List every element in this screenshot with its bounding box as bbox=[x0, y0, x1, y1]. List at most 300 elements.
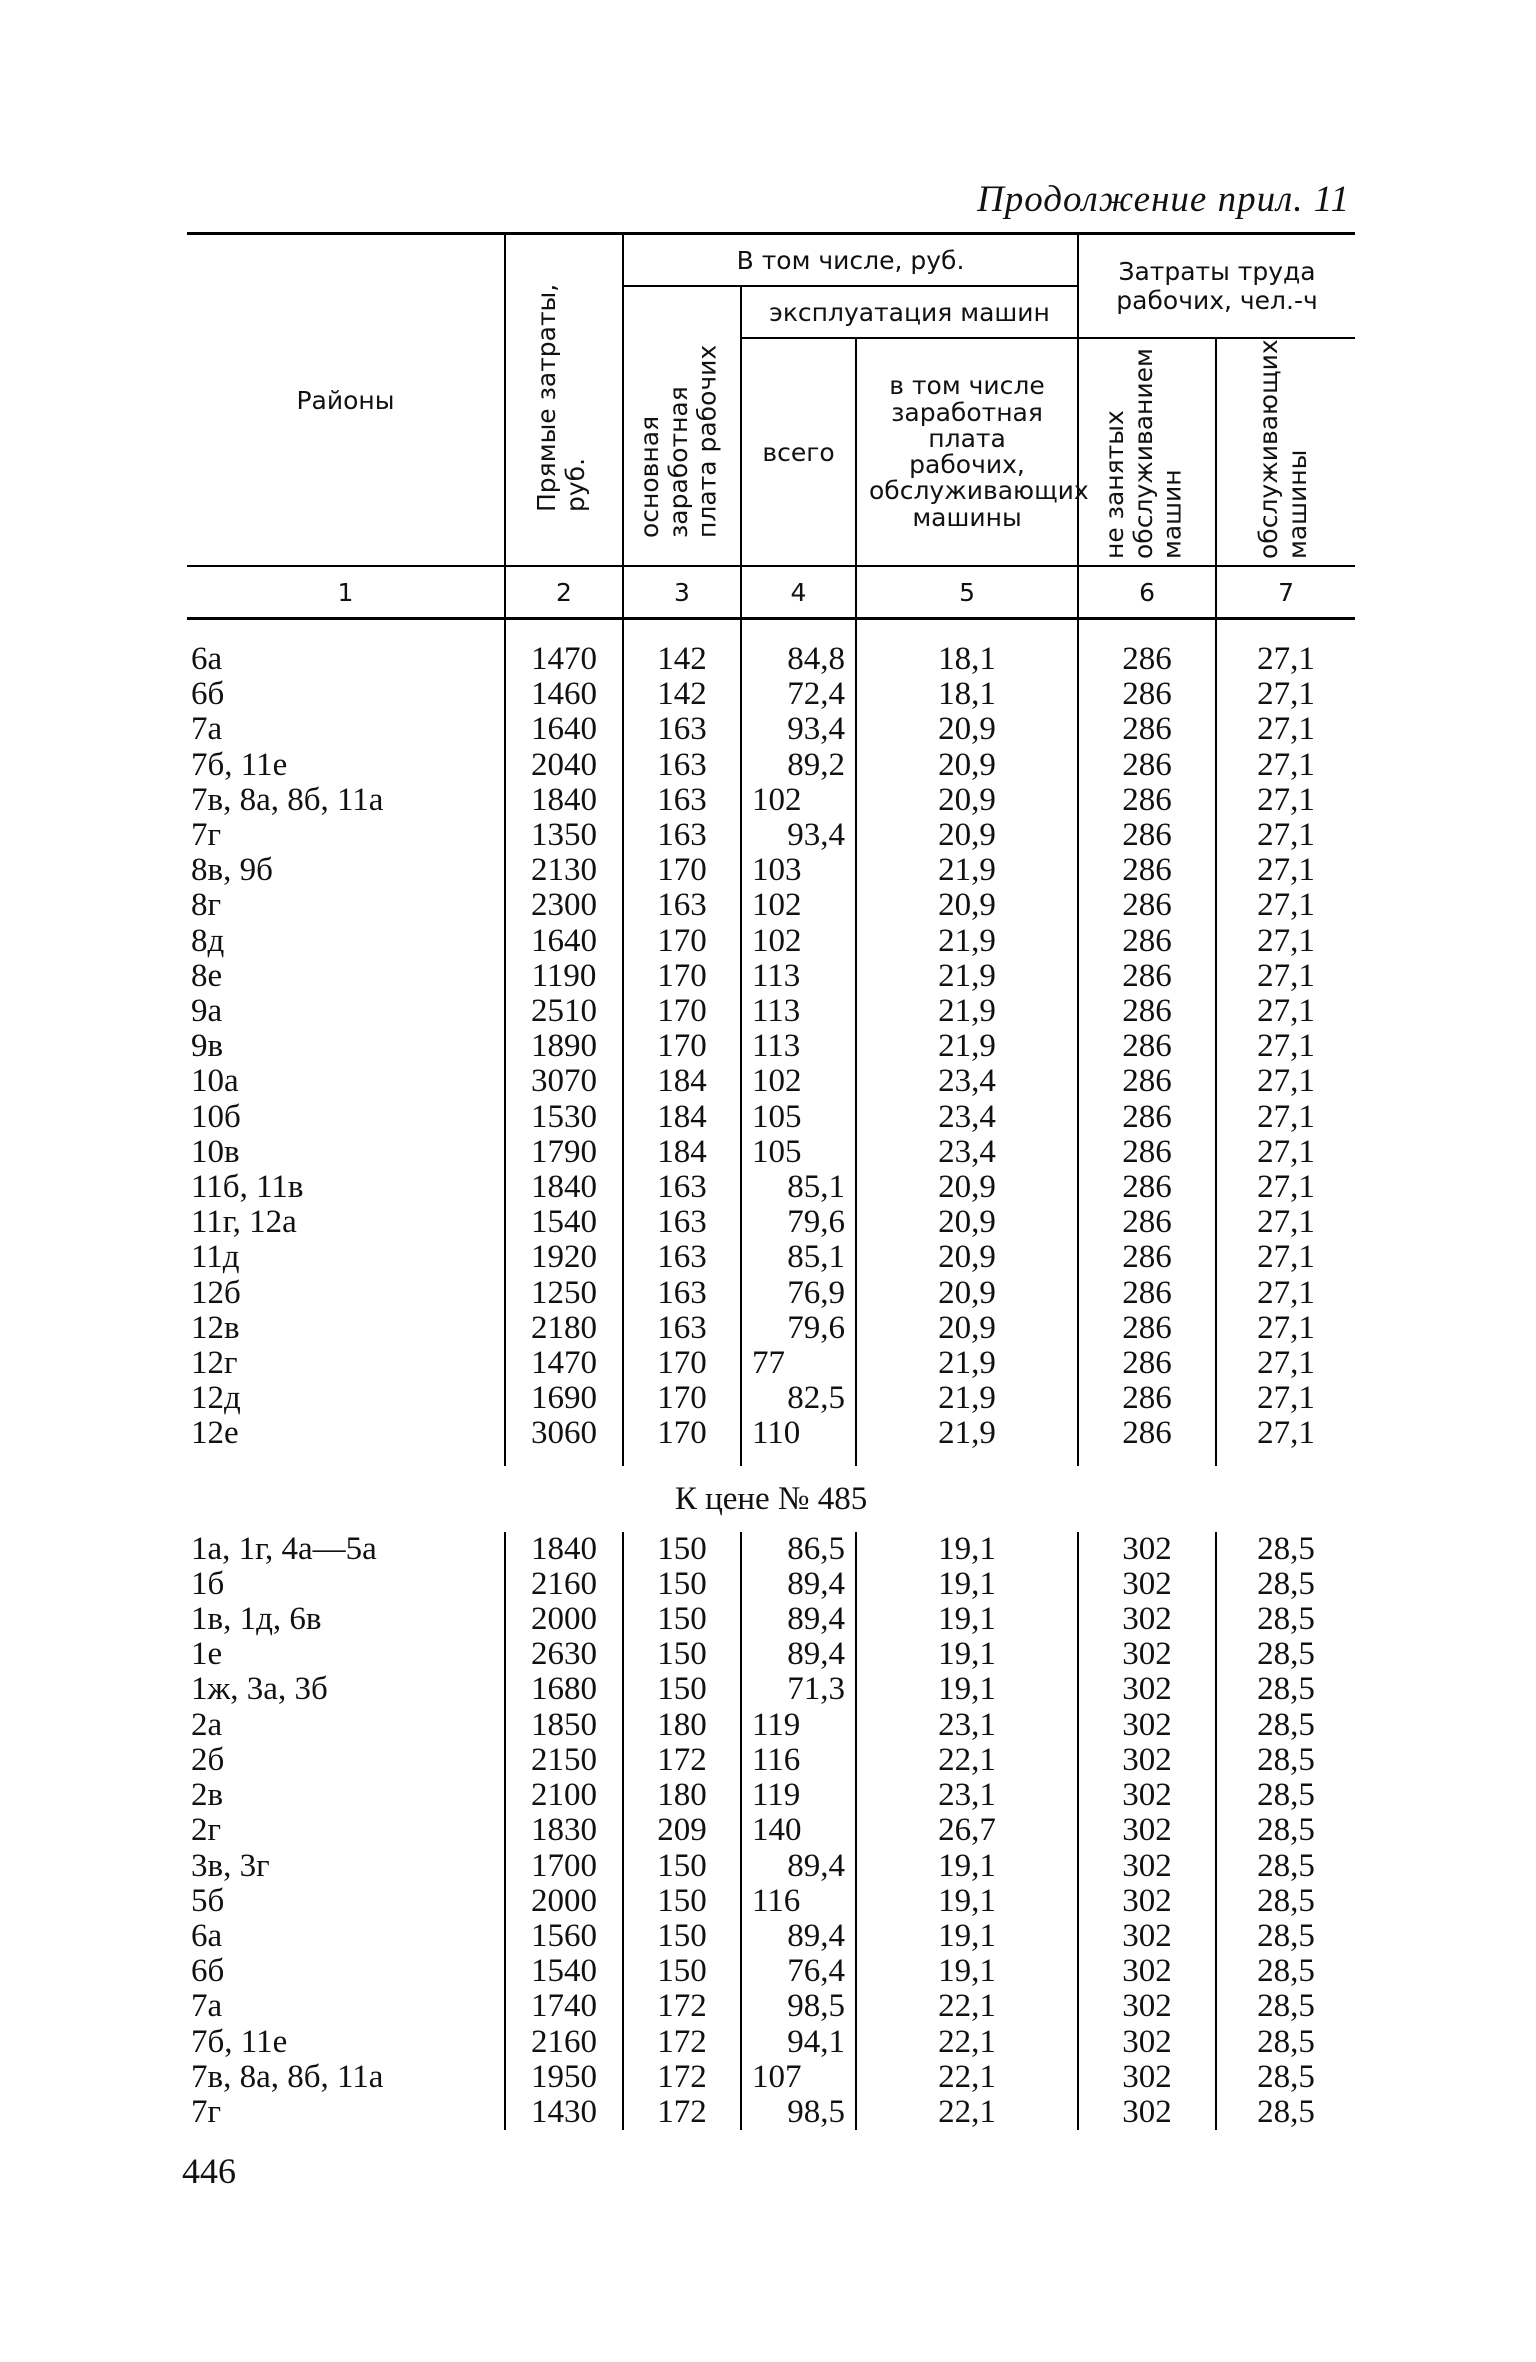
value-cell: 89,4 bbox=[741, 1637, 856, 1672]
table-row bbox=[187, 888, 1355, 923]
value-cell: 89,4 bbox=[741, 1919, 856, 1954]
value-cell: 23,4 bbox=[856, 1100, 1078, 1135]
value-cell: 94,1 bbox=[741, 2025, 856, 2060]
value-cell: 23,4 bbox=[856, 1135, 1078, 1170]
value-cell: 85,1 bbox=[741, 1240, 856, 1275]
value-cell: 22,1 bbox=[856, 2060, 1078, 2095]
value-cell: 19,1 bbox=[856, 1602, 1078, 1637]
table-row bbox=[187, 2025, 1355, 2060]
value-cell: 1190 bbox=[505, 959, 623, 994]
value-cell: 163 bbox=[623, 783, 741, 818]
value-cell: 286 bbox=[1078, 642, 1216, 677]
section-a-body bbox=[187, 619, 1355, 1452]
value-cell: 27,1 bbox=[1216, 1240, 1355, 1275]
value-cell: 89,4 bbox=[741, 1567, 856, 1602]
value-cell: 20,9 bbox=[856, 1170, 1078, 1205]
header-pryamye-text: Прямые затраты, руб. bbox=[532, 283, 590, 512]
value-cell: 28,5 bbox=[1216, 2025, 1355, 2060]
rayon-cell: 1б bbox=[191, 1565, 225, 1602]
value-cell: 102 bbox=[741, 1064, 856, 1099]
value-cell: 89,2 bbox=[741, 748, 856, 783]
section-b-body bbox=[187, 1532, 1355, 2130]
value-cell: 286 bbox=[1078, 748, 1216, 783]
value-cell: 286 bbox=[1078, 1100, 1216, 1135]
value-cell: 1840 bbox=[505, 1170, 623, 1205]
value-cell: 1690 bbox=[505, 1381, 623, 1416]
value-cell: 150 bbox=[623, 1672, 741, 1707]
value-cell: 76,9 bbox=[741, 1276, 856, 1311]
value-cell: 286 bbox=[1078, 1416, 1216, 1451]
value-cell: 1350 bbox=[505, 818, 623, 853]
value-cell: 302 bbox=[1078, 1813, 1216, 1848]
col-number: 2 bbox=[505, 566, 623, 619]
rayon-cell: 10в bbox=[191, 1133, 240, 1170]
value-cell: 107 bbox=[741, 2060, 856, 2095]
value-cell: 102 bbox=[741, 924, 856, 959]
rayon-cell: 1е bbox=[191, 1636, 223, 1673]
value-cell: 21,9 bbox=[856, 1416, 1078, 1451]
header-ne-zanyatykh-text: не занятых обслуживанием машин bbox=[1100, 348, 1187, 559]
value-cell: 2630 bbox=[505, 1637, 623, 1672]
value-cell: 102 bbox=[741, 783, 856, 818]
value-cell: 170 bbox=[623, 1381, 741, 1416]
value-cell: 21,9 bbox=[856, 1029, 1078, 1064]
table-row bbox=[187, 1100, 1355, 1135]
value-cell: 286 bbox=[1078, 1381, 1216, 1416]
value-cell: 286 bbox=[1078, 783, 1216, 818]
rayon-cell: 6а bbox=[191, 1917, 223, 1954]
value-cell: 184 bbox=[623, 1064, 741, 1099]
rayon-cell: 1в, 1д, 6в bbox=[191, 1601, 322, 1638]
value-cell: 302 bbox=[1078, 1919, 1216, 1954]
value-cell: 27,1 bbox=[1216, 1029, 1355, 1064]
value-cell: 21,9 bbox=[856, 1381, 1078, 1416]
rayon-cell: 7а bbox=[191, 711, 223, 748]
value-cell: 286 bbox=[1078, 818, 1216, 853]
value-cell: 71,3 bbox=[741, 1672, 856, 1707]
rayon-cell: 12б bbox=[191, 1274, 241, 1311]
value-cell: 27,1 bbox=[1216, 1064, 1355, 1099]
table-row bbox=[187, 1205, 1355, 1240]
value-cell: 27,1 bbox=[1216, 1311, 1355, 1346]
value-cell: 27,1 bbox=[1216, 959, 1355, 994]
page-number: 446 bbox=[182, 2151, 236, 2191]
value-cell: 209 bbox=[623, 1813, 741, 1848]
value-cell: 1540 bbox=[505, 1205, 623, 1240]
value-cell: 286 bbox=[1078, 1240, 1216, 1275]
value-cell: 170 bbox=[623, 994, 741, 1029]
header-obsluzhivayushchikh-text: обслуживающих машины bbox=[1254, 339, 1312, 559]
value-cell: 27,1 bbox=[1216, 853, 1355, 888]
value-cell: 1460 bbox=[505, 677, 623, 712]
header-vsego: всего bbox=[741, 338, 856, 566]
value-cell: 20,9 bbox=[856, 712, 1078, 747]
header-osnovnaya-text: основная заработная плата рабочих bbox=[635, 344, 722, 538]
value-cell: 19,1 bbox=[856, 1849, 1078, 1884]
value-cell: 20,9 bbox=[856, 1276, 1078, 1311]
table-row bbox=[187, 677, 1355, 712]
value-cell: 21,9 bbox=[856, 1346, 1078, 1381]
value-cell: 28,5 bbox=[1216, 1672, 1355, 1707]
value-cell: 82,5 bbox=[741, 1381, 856, 1416]
rayon-cell: 6б bbox=[191, 1953, 225, 1990]
value-cell: 1470 bbox=[505, 642, 623, 677]
value-cell: 27,1 bbox=[1216, 642, 1355, 677]
value-cell: 84,8 bbox=[741, 642, 856, 677]
value-cell: 20,9 bbox=[856, 888, 1078, 923]
rayon-cell: 12д bbox=[191, 1380, 241, 1417]
value-cell: 20,9 bbox=[856, 783, 1078, 818]
rayon-cell: 11д bbox=[191, 1239, 240, 1276]
value-cell: 286 bbox=[1078, 1064, 1216, 1099]
value-cell: 150 bbox=[623, 1849, 741, 1884]
rayon-cell: 2в bbox=[191, 1777, 224, 1814]
value-cell: 28,5 bbox=[1216, 1778, 1355, 1813]
value-cell: 1700 bbox=[505, 1849, 623, 1884]
value-cell: 2150 bbox=[505, 1743, 623, 1778]
value-cell: 23,1 bbox=[856, 1708, 1078, 1743]
rayon-cell: 12е bbox=[191, 1415, 239, 1452]
value-cell: 302 bbox=[1078, 1567, 1216, 1602]
value-cell: 1840 bbox=[505, 783, 623, 818]
value-cell: 1680 bbox=[505, 1672, 623, 1707]
value-cell: 302 bbox=[1078, 1989, 1216, 2024]
value-cell: 20,9 bbox=[856, 1205, 1078, 1240]
table-row bbox=[187, 1567, 1355, 1602]
value-cell: 302 bbox=[1078, 1743, 1216, 1778]
value-cell: 163 bbox=[623, 1276, 741, 1311]
value-cell: 3070 bbox=[505, 1064, 623, 1099]
value-cell: 27,1 bbox=[1216, 888, 1355, 923]
value-cell: 116 bbox=[741, 1884, 856, 1919]
table-row bbox=[187, 1346, 1355, 1381]
value-cell: 27,1 bbox=[1216, 1135, 1355, 1170]
value-cell: 1640 bbox=[505, 712, 623, 747]
value-cell: 86,5 bbox=[741, 1532, 856, 1567]
section-b-title: К цене № 485 bbox=[674, 1480, 868, 1517]
value-cell: 302 bbox=[1078, 1778, 1216, 1813]
value-cell: 170 bbox=[623, 853, 741, 888]
value-cell: 150 bbox=[623, 1884, 741, 1919]
value-cell: 1430 bbox=[505, 2095, 623, 2130]
rayon-cell: 2г bbox=[191, 1812, 222, 1849]
value-cell: 85,1 bbox=[741, 1170, 856, 1205]
value-cell: 116 bbox=[741, 1743, 856, 1778]
value-cell: 184 bbox=[623, 1100, 741, 1135]
rayon-cell: 8е bbox=[191, 957, 223, 994]
value-cell: 2160 bbox=[505, 2025, 623, 2060]
value-cell: 302 bbox=[1078, 1849, 1216, 1884]
value-cell: 113 bbox=[741, 1029, 856, 1064]
table-row bbox=[187, 1276, 1355, 1311]
value-cell: 1890 bbox=[505, 1029, 623, 1064]
table-row bbox=[187, 783, 1355, 818]
value-cell: 21,9 bbox=[856, 853, 1078, 888]
value-cell: 28,5 bbox=[1216, 1884, 1355, 1919]
value-cell: 302 bbox=[1078, 1708, 1216, 1743]
value-cell: 72,4 bbox=[741, 677, 856, 712]
value-cell: 28,5 bbox=[1216, 2095, 1355, 2130]
table-row bbox=[187, 642, 1355, 677]
value-cell: 150 bbox=[623, 1567, 741, 1602]
value-cell: 19,1 bbox=[856, 1919, 1078, 1954]
value-cell: 105 bbox=[741, 1135, 856, 1170]
value-cell: 150 bbox=[623, 1637, 741, 1672]
rayon-cell: 11б, 11в bbox=[191, 1169, 304, 1206]
value-cell: 28,5 bbox=[1216, 1813, 1355, 1848]
table-row bbox=[187, 1135, 1355, 1170]
rayon-cell: 7в, 8а, 8б, 11а bbox=[191, 2058, 384, 2095]
value-cell: 27,1 bbox=[1216, 783, 1355, 818]
col-number: 5 bbox=[856, 566, 1078, 619]
value-cell: 27,1 bbox=[1216, 712, 1355, 747]
rayon-cell: 10б bbox=[191, 1098, 241, 1135]
value-cell: 170 bbox=[623, 959, 741, 994]
value-cell: 286 bbox=[1078, 677, 1216, 712]
value-cell: 23,4 bbox=[856, 1064, 1078, 1099]
value-cell: 286 bbox=[1078, 888, 1216, 923]
value-cell: 163 bbox=[623, 1311, 741, 1346]
header-osnovnaya-zp bbox=[623, 286, 741, 566]
value-cell: 163 bbox=[623, 888, 741, 923]
value-cell: 113 bbox=[741, 994, 856, 1029]
value-cell: 286 bbox=[1078, 853, 1216, 888]
value-cell: 18,1 bbox=[856, 642, 1078, 677]
value-cell: 22,1 bbox=[856, 2095, 1078, 2130]
table-row bbox=[187, 1884, 1355, 1919]
rayon-cell: 8г bbox=[191, 887, 222, 924]
col-number: 1 bbox=[187, 566, 505, 619]
rayon-cell: 3в, 3г bbox=[191, 1847, 270, 1884]
value-cell: 1850 bbox=[505, 1708, 623, 1743]
value-cell: 27,1 bbox=[1216, 1381, 1355, 1416]
value-cell: 170 bbox=[623, 1346, 741, 1381]
value-cell: 1530 bbox=[505, 1100, 623, 1135]
table-row bbox=[187, 994, 1355, 1029]
value-cell: 19,1 bbox=[856, 1672, 1078, 1707]
value-cell: 28,5 bbox=[1216, 1637, 1355, 1672]
table-row bbox=[187, 1532, 1355, 1567]
value-cell: 163 bbox=[623, 748, 741, 783]
value-cell: 93,4 bbox=[741, 712, 856, 747]
value-cell: 119 bbox=[741, 1778, 856, 1813]
value-cell: 28,5 bbox=[1216, 1743, 1355, 1778]
value-cell: 286 bbox=[1078, 1346, 1216, 1381]
value-cell: 142 bbox=[623, 642, 741, 677]
rayon-cell: 8д bbox=[191, 922, 225, 959]
value-cell: 286 bbox=[1078, 712, 1216, 747]
value-cell: 27,1 bbox=[1216, 994, 1355, 1029]
table-row bbox=[187, 1813, 1355, 1848]
value-cell: 20,9 bbox=[856, 818, 1078, 853]
continuation-label: Продолжение прил. 11 bbox=[977, 179, 1350, 220]
value-cell: 172 bbox=[623, 1743, 741, 1778]
value-cell: 286 bbox=[1078, 1205, 1216, 1240]
value-cell: 163 bbox=[623, 712, 741, 747]
rayon-cell: 7в, 8а, 8б, 11а bbox=[191, 781, 384, 818]
value-cell: 20,9 bbox=[856, 1311, 1078, 1346]
value-cell: 98,5 bbox=[741, 2095, 856, 2130]
rayon-cell: 5б bbox=[191, 1882, 225, 1919]
col-number: 6 bbox=[1078, 566, 1216, 619]
value-cell: 19,1 bbox=[856, 1532, 1078, 1567]
value-cell: 77 bbox=[741, 1346, 856, 1381]
table-row bbox=[187, 853, 1355, 888]
rayon-cell: 7г bbox=[191, 817, 222, 854]
value-cell: 2160 bbox=[505, 1567, 623, 1602]
header-obsluzhivayushchikh bbox=[1216, 338, 1355, 566]
value-cell: 2510 bbox=[505, 994, 623, 1029]
table-row bbox=[187, 1064, 1355, 1099]
value-cell: 23,1 bbox=[856, 1778, 1078, 1813]
value-cell: 163 bbox=[623, 1240, 741, 1275]
value-cell: 302 bbox=[1078, 2060, 1216, 2095]
value-cell: 28,5 bbox=[1216, 1532, 1355, 1567]
value-cell: 140 bbox=[741, 1813, 856, 1848]
header-v-tom-chisle-zp: в том числе заработная плата рабочих, обслуживающих машины bbox=[856, 338, 1078, 566]
cost-table bbox=[187, 232, 1355, 2130]
value-cell: 27,1 bbox=[1216, 748, 1355, 783]
value-cell: 28,5 bbox=[1216, 1602, 1355, 1637]
header-zatraty-truda: Затраты труда рабочих, чел.-ч bbox=[1078, 234, 1355, 339]
table-row bbox=[187, 1170, 1355, 1205]
value-cell: 1920 bbox=[505, 1240, 623, 1275]
table-row bbox=[187, 818, 1355, 853]
value-cell: 2000 bbox=[505, 1602, 623, 1637]
value-cell: 28,5 bbox=[1216, 1989, 1355, 2024]
value-cell: 1830 bbox=[505, 1813, 623, 1848]
value-cell: 103 bbox=[741, 853, 856, 888]
value-cell: 22,1 bbox=[856, 2025, 1078, 2060]
value-cell: 2100 bbox=[505, 1778, 623, 1813]
column-numbers-row bbox=[187, 566, 1355, 619]
value-cell: 98,5 bbox=[741, 1989, 856, 2024]
value-cell: 1560 bbox=[505, 1919, 623, 1954]
value-cell: 19,1 bbox=[856, 1637, 1078, 1672]
value-cell: 172 bbox=[623, 2025, 741, 2060]
header-pryamye-zatraty bbox=[505, 234, 623, 567]
rayon-cell: 2а bbox=[191, 1706, 223, 1743]
value-cell: 22,1 bbox=[856, 1989, 1078, 2024]
value-cell: 163 bbox=[623, 1170, 741, 1205]
rayon-cell: 6а bbox=[191, 641, 223, 677]
section-b-heading bbox=[187, 1452, 1355, 1532]
table-row bbox=[187, 1029, 1355, 1064]
value-cell: 163 bbox=[623, 1205, 741, 1240]
rayon-cell: 6б bbox=[191, 676, 225, 713]
value-cell: 28,5 bbox=[1216, 1708, 1355, 1743]
value-cell: 150 bbox=[623, 1602, 741, 1637]
value-cell: 3060 bbox=[505, 1416, 623, 1451]
value-cell: 19,1 bbox=[856, 1884, 1078, 1919]
value-cell: 184 bbox=[623, 1135, 741, 1170]
rayon-cell: 10а bbox=[191, 1063, 239, 1100]
rayon-cell: 12в bbox=[191, 1309, 240, 1346]
value-cell: 172 bbox=[623, 2060, 741, 2095]
value-cell: 102 bbox=[741, 888, 856, 923]
value-cell: 2130 bbox=[505, 853, 623, 888]
value-cell: 89,4 bbox=[741, 1602, 856, 1637]
header-ne-zanyatykh bbox=[1078, 338, 1216, 566]
rayon-cell: 12г bbox=[191, 1345, 238, 1382]
value-cell: 28,5 bbox=[1216, 1954, 1355, 1989]
value-cell: 302 bbox=[1078, 2095, 1216, 2130]
value-cell: 170 bbox=[623, 1029, 741, 1064]
table-row bbox=[187, 2060, 1355, 2095]
rayon-cell: 7б, 11е bbox=[191, 746, 288, 783]
table-row bbox=[187, 1240, 1355, 1275]
value-cell: 302 bbox=[1078, 1672, 1216, 1707]
table-row bbox=[187, 1989, 1355, 2024]
value-cell: 172 bbox=[623, 1989, 741, 2024]
table-row bbox=[187, 1849, 1355, 1884]
value-cell: 1470 bbox=[505, 1346, 623, 1381]
value-cell: 105 bbox=[741, 1100, 856, 1135]
value-cell: 20,9 bbox=[856, 748, 1078, 783]
table-row bbox=[187, 924, 1355, 959]
value-cell: 27,1 bbox=[1216, 1205, 1355, 1240]
value-cell: 28,5 bbox=[1216, 1919, 1355, 1954]
value-cell: 79,6 bbox=[741, 1205, 856, 1240]
rayon-cell: 9а bbox=[191, 993, 223, 1030]
value-cell: 110 bbox=[741, 1416, 856, 1451]
table-row bbox=[187, 748, 1355, 783]
value-cell: 27,1 bbox=[1216, 1416, 1355, 1451]
value-cell: 286 bbox=[1078, 924, 1216, 959]
value-cell: 21,9 bbox=[856, 924, 1078, 959]
value-cell: 302 bbox=[1078, 1602, 1216, 1637]
rayon-cell: 7г bbox=[191, 2093, 222, 2130]
value-cell: 113 bbox=[741, 959, 856, 994]
value-cell: 1540 bbox=[505, 1954, 623, 1989]
rayon-cell: 1а, 1г, 4а—5а bbox=[191, 1530, 377, 1567]
value-cell: 286 bbox=[1078, 1135, 1216, 1170]
value-cell: 27,1 bbox=[1216, 818, 1355, 853]
value-cell: 28,5 bbox=[1216, 1567, 1355, 1602]
col-number: 4 bbox=[741, 566, 856, 619]
rayon-cell: 11г, 12а bbox=[191, 1204, 297, 1241]
table-row bbox=[187, 1637, 1355, 1672]
value-cell: 170 bbox=[623, 924, 741, 959]
value-cell: 27,1 bbox=[1216, 1170, 1355, 1205]
value-cell: 170 bbox=[623, 1416, 741, 1451]
value-cell: 93,4 bbox=[741, 818, 856, 853]
header-ekspluataciya: эксплуатация машин bbox=[741, 286, 1078, 338]
value-cell: 1790 bbox=[505, 1135, 623, 1170]
value-cell: 142 bbox=[623, 677, 741, 712]
value-cell: 21,9 bbox=[856, 959, 1078, 994]
value-cell: 286 bbox=[1078, 994, 1216, 1029]
table-row bbox=[187, 1602, 1355, 1637]
value-cell: 286 bbox=[1078, 1276, 1216, 1311]
table-row bbox=[187, 1743, 1355, 1778]
value-cell: 21,9 bbox=[856, 994, 1078, 1029]
table-row bbox=[187, 1954, 1355, 1989]
value-cell: 302 bbox=[1078, 1532, 1216, 1567]
value-cell: 27,1 bbox=[1216, 1100, 1355, 1135]
value-cell: 18,1 bbox=[856, 677, 1078, 712]
value-cell: 286 bbox=[1078, 959, 1216, 994]
col-number: 7 bbox=[1216, 566, 1355, 619]
rayon-cell: 2б bbox=[191, 1741, 225, 1778]
value-cell: 286 bbox=[1078, 1170, 1216, 1205]
rayon-cell: 7а bbox=[191, 1988, 223, 2025]
table-row bbox=[187, 959, 1355, 994]
value-cell: 1640 bbox=[505, 924, 623, 959]
value-cell: 180 bbox=[623, 1778, 741, 1813]
table-row bbox=[187, 1708, 1355, 1743]
value-cell: 76,4 bbox=[741, 1954, 856, 1989]
